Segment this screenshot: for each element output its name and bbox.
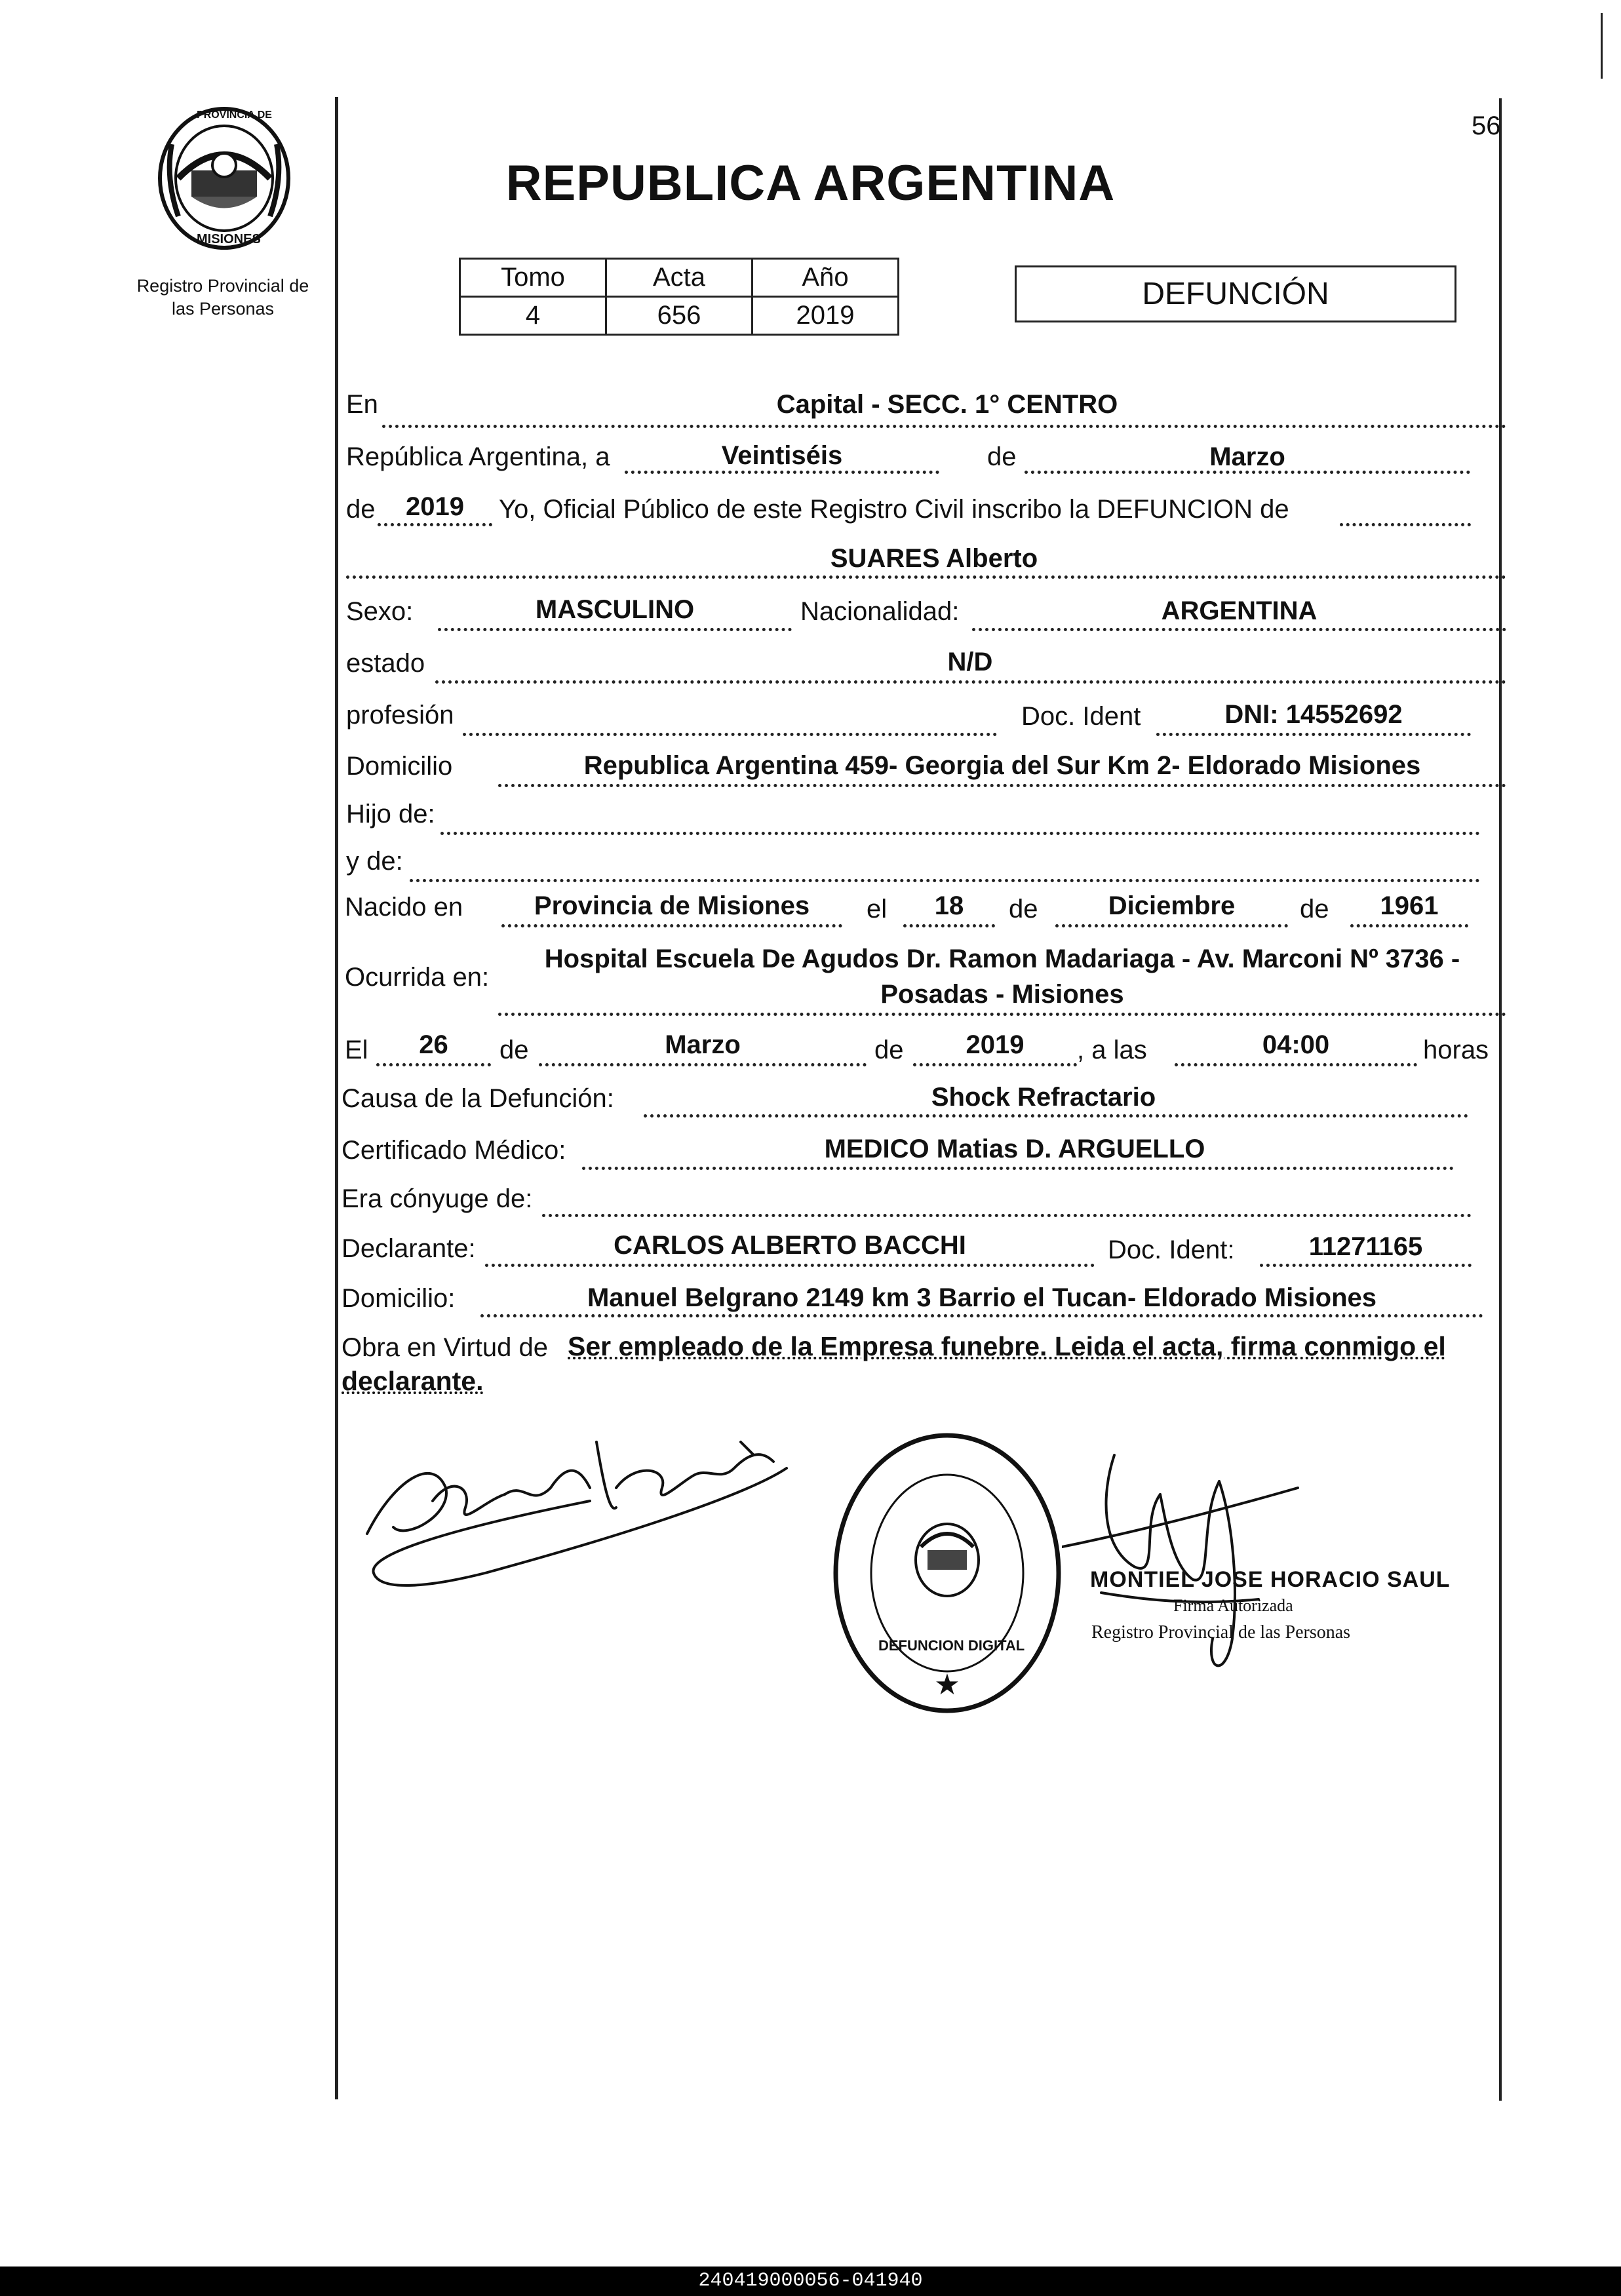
page-number: 56 — [1472, 111, 1501, 140]
death-year-dots — [913, 1063, 1077, 1066]
estado-value: N/D — [947, 648, 993, 676]
profesion-label: profesión — [346, 701, 454, 730]
registry-name-line1: Registro Provincial de — [136, 276, 309, 296]
en-value: Capital - SECC. 1° CENTRO — [776, 390, 1118, 419]
anio-header: Año — [752, 259, 899, 297]
death-day-dots — [376, 1063, 491, 1066]
ocurrida-label: Ocurrida en: — [345, 963, 490, 992]
right-margin-rule — [1499, 98, 1502, 2101]
ocurrida-line2: Posadas - Misiones — [880, 980, 1124, 1009]
causa-dots — [644, 1114, 1468, 1118]
doc-ident-dots — [1156, 733, 1471, 736]
certificado-value: MEDICO Matias D. ARGUELLO — [824, 1135, 1205, 1163]
domicilio-dots — [498, 784, 1506, 787]
sexo-label: Sexo: — [346, 597, 414, 626]
month-value: Marzo — [1209, 442, 1285, 471]
acta-header: Acta — [606, 259, 752, 297]
birth-month-dots — [1055, 924, 1288, 927]
certificado-dots — [582, 1167, 1454, 1170]
day-word: Veintiséis — [721, 441, 843, 470]
death-year: 2019 — [966, 1030, 1025, 1059]
death-el-label: El — [345, 1036, 368, 1064]
death-de-label-1: de — [499, 1036, 529, 1064]
doc-ident-label: Doc. Ident — [1021, 702, 1141, 731]
day-word-dots — [625, 471, 939, 474]
footer-barcode-strip: 240419000056-041940 — [0, 2267, 1621, 2296]
obra-value-line1: Ser empleado de la Empresa funebre. Leida el acta, firma conmigo el — [568, 1331, 1446, 1361]
profesion-dots — [463, 733, 997, 736]
doc-ident-value: DNI: 14552692 — [1224, 700, 1403, 729]
nacido-en-value: Provincia de Misiones — [534, 891, 810, 920]
nacido-en-dots — [501, 924, 842, 927]
domicilio-label: Domicilio — [346, 752, 453, 781]
anio-value: 2019 — [752, 297, 899, 335]
record-type-box: DEFUNCIÓN — [1015, 265, 1456, 322]
declarante-label: Declarante: — [342, 1234, 476, 1263]
death-day: 26 — [419, 1030, 448, 1059]
declarante-dots — [485, 1264, 1095, 1267]
hijo-de-label: Hijo de: — [346, 800, 435, 828]
birth-de-label-2: de — [1300, 895, 1329, 924]
sexo-value: MASCULINO — [535, 595, 695, 624]
ocurrida-dots — [498, 1013, 1506, 1016]
nacionalidad-dots — [972, 628, 1506, 631]
edge-mark — [1601, 13, 1603, 79]
register-table — [459, 258, 899, 336]
birth-year: 1961 — [1380, 891, 1439, 920]
birth-day-dots — [903, 924, 995, 927]
ocurrida-line1: Hospital Escuela De Agudos Dr. Ramon Madariaga - Av. Marconi Nº 3736 - — [544, 944, 1460, 973]
domicilio2-dots — [480, 1314, 1483, 1317]
obra-value-line2: declarante. — [342, 1366, 484, 1396]
name-dots — [346, 575, 1506, 579]
causa-label: Causa de la Defunción: — [342, 1084, 614, 1113]
official-office: Registro Provincial de las Personas — [1091, 1622, 1351, 1643]
nacionalidad-value: ARGENTINA — [1161, 596, 1318, 625]
death-time-dots — [1175, 1063, 1417, 1066]
death-month-dots — [539, 1063, 867, 1066]
death-month: Marzo — [665, 1030, 741, 1059]
doc-ident2-value: 11271165 — [1308, 1232, 1423, 1261]
horas-label: horas — [1423, 1036, 1489, 1064]
birth-year-dots — [1350, 924, 1468, 927]
official-signature — [1062, 1416, 1311, 1691]
conyuge-dots — [542, 1214, 1472, 1217]
declarant-signature — [354, 1403, 813, 1599]
year-dots — [378, 523, 492, 526]
estado-label: estado — [346, 649, 425, 678]
declarante-value: CARLOS ALBERTO BACCHI — [614, 1231, 966, 1260]
left-margin-rule — [335, 97, 338, 2099]
republica-label: República Argentina, a — [346, 442, 610, 471]
en-dots — [382, 425, 1506, 428]
year-value: 2019 — [406, 492, 464, 521]
registry-name-line2: las Personas — [171, 299, 275, 319]
seal-inner-text: DEFUNCION DIGITAL — [878, 1637, 1025, 1654]
en-label: En — [346, 390, 378, 419]
de-label-1: de — [987, 442, 1017, 471]
deceased-name: SUARES Alberto — [830, 544, 1038, 573]
nacido-en-label: Nacido en — [345, 893, 463, 922]
official-name: MONTIEL JOSE HORACIO SAUL — [1090, 1567, 1451, 1592]
doc-ident2-label: Doc. Ident: — [1108, 1236, 1235, 1264]
official-role: Firma Autorizada — [1173, 1596, 1293, 1615]
birth-day: 18 — [934, 891, 964, 920]
y-de-dots — [410, 879, 1480, 882]
domicilio2-value: Manuel Belgrano 2149 km 3 Barrio el Tucan- Eldorado Misiones — [587, 1283, 1377, 1312]
obra-label: Obra en Virtud de — [342, 1333, 549, 1362]
certificado-label: Certificado Médico: — [342, 1136, 566, 1165]
death-time: 04:00 — [1262, 1030, 1330, 1059]
statement-end-dots — [1340, 523, 1471, 526]
birth-el-label: el — [867, 895, 888, 924]
nacionalidad-label: Nacionalidad: — [800, 597, 960, 626]
domicilio-value: Republica Argentina 459- Georgia del Sur Km 2- Eldorado Misiones — [583, 751, 1421, 780]
conyuge-label: Era cónyuge de: — [342, 1184, 533, 1213]
a-las-label: , a las — [1077, 1036, 1147, 1064]
birth-month: Diciembre — [1108, 891, 1236, 920]
doc-ident2-dots — [1260, 1264, 1472, 1267]
official-seal — [829, 1429, 1065, 1717]
logo-text-bottom: MISIONES — [197, 232, 261, 246]
svg-text:★: ★ — [934, 1668, 960, 1702]
de-label-2: de — [346, 495, 376, 524]
birth-de-label-1: de — [1009, 895, 1038, 924]
logo-text-top: PROVINCIA DE — [197, 109, 272, 121]
sexo-dots — [438, 628, 792, 631]
estado-dots — [435, 680, 1506, 684]
registration-statement: Yo, Oficial Público de este Registro Civil inscribo la DEFUNCION de — [499, 495, 1289, 524]
causa-value: Shock Refractario — [931, 1083, 1156, 1112]
hijo-de-dots — [440, 832, 1480, 835]
acta-value: 656 — [606, 297, 752, 335]
death-de-label-2: de — [874, 1036, 904, 1064]
tomo-header: Tomo — [460, 259, 606, 297]
y-de-label: y de: — [346, 847, 403, 876]
tomo-value: 4 — [460, 297, 606, 335]
document-title: REPUBLICA ARGENTINA — [505, 155, 1116, 211]
domicilio2-label: Domicilio: — [342, 1284, 456, 1313]
